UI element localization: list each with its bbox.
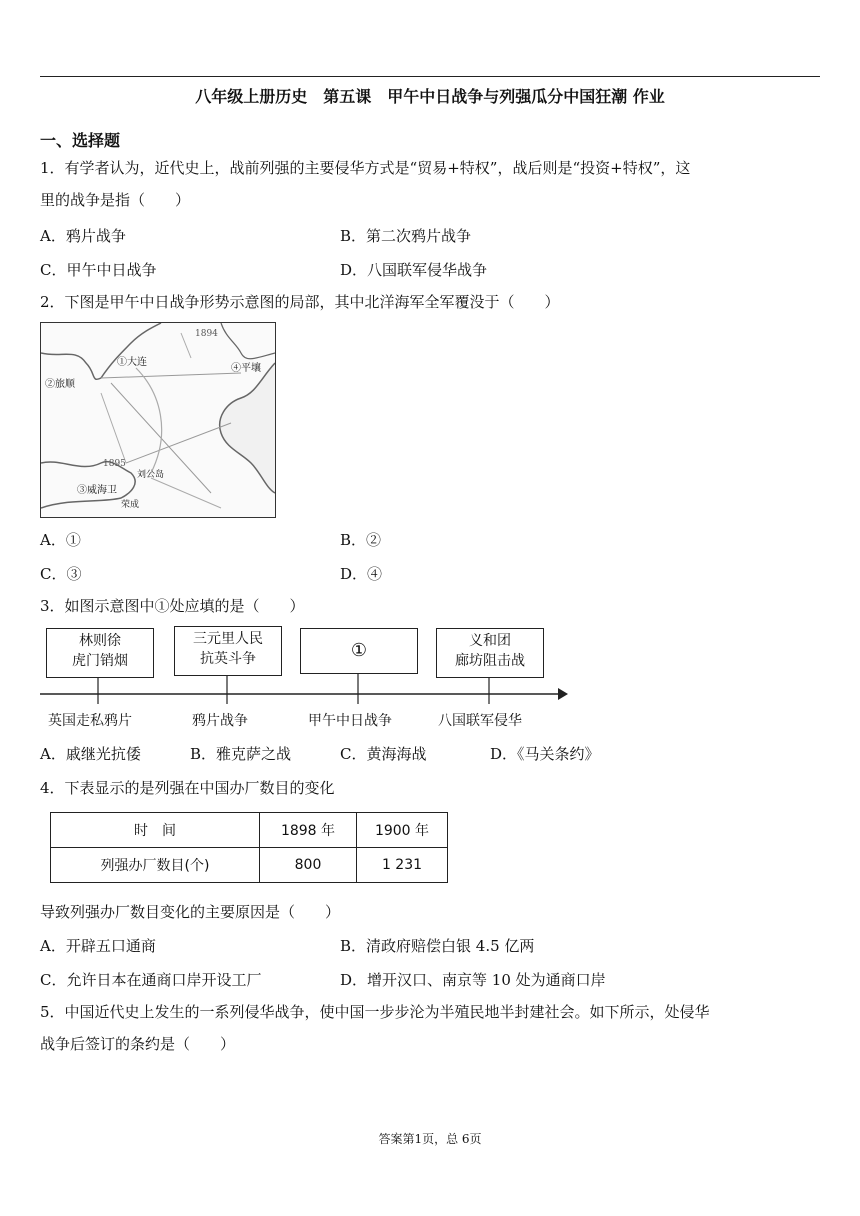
timeline-box-2-line2: 抗英斗争 xyxy=(200,651,256,667)
q3-option-a[interactable]: A．戚继光抗倭 xyxy=(40,745,141,763)
timeline-label-4: 八国联军侵华 xyxy=(438,713,522,729)
q1-option-b[interactable]: B．第二次鸦片战争 xyxy=(340,227,472,245)
q3-option-b[interactable]: B．雅克萨之战 xyxy=(190,745,292,763)
table-header-1898: 1898 年 xyxy=(260,813,357,848)
question-3-stem: 3．如图示意图中①处应填的是（ ） xyxy=(40,597,305,615)
map-label-pyongyang: ④平壤 xyxy=(231,363,261,374)
map-label-lushun: ②旅顺 xyxy=(45,379,75,390)
q2-option-d[interactable]: D．④ xyxy=(340,565,383,583)
map-label-1894: 1894 xyxy=(195,329,218,339)
q1-option-d[interactable]: D．八国联军侵华战争 xyxy=(340,261,488,279)
q1-option-a[interactable]: A．鸦片战争 xyxy=(40,227,126,245)
timeline-box-4-line2: 廊坊阻击战 xyxy=(455,653,525,669)
q2-option-b[interactable]: B．② xyxy=(340,531,382,549)
question-5-line1: 5．中国近代史上发生的一系列侵华战争，使中国一步步沦为半殖民地半封建社会。如下所示，处侵华 xyxy=(40,1003,710,1021)
question-2-stem: 2．下图是甲午中日战争形势示意图的局部，其中北洋海军全军覆没于（ ） xyxy=(40,293,560,311)
map-label-1895: 1895 xyxy=(103,459,126,469)
table-cell-1900: 1 231 xyxy=(357,848,448,883)
question-1-line2: 里的战争是指（ ） xyxy=(40,191,191,209)
timeline-box-1-line2: 虎门销烟 xyxy=(72,653,128,669)
page-footer: 答案第1页，总 6页 xyxy=(378,1132,482,1146)
q3-option-d[interactable]: D．《马关条约》 xyxy=(490,745,600,763)
factory-table-wrap xyxy=(50,812,448,883)
q3-option-c[interactable]: C．黄海海战 xyxy=(340,745,427,763)
map-label-dalian: ①大连 xyxy=(117,357,147,368)
table-row xyxy=(51,813,448,848)
table-cell-1898: 800 xyxy=(260,848,357,883)
timeline-box-1-line1: 林则徐 xyxy=(79,633,121,649)
timeline-label-2: 鸦片战争 xyxy=(192,713,248,729)
factory-count-table xyxy=(50,812,448,883)
question-5-stem xyxy=(40,996,820,1060)
sino-japanese-war-map xyxy=(40,322,276,518)
map-label-liugong-island: 刘公岛 xyxy=(137,470,165,480)
table-header-time: 时 间 xyxy=(51,813,260,848)
timeline-label-3: 甲午中日战争 xyxy=(308,713,392,729)
question-5-line2: 战争后签订的条约是（ ） xyxy=(40,1035,236,1053)
q4-option-b[interactable]: B．清政府赔偿白银 4.5 亿两 xyxy=(340,937,535,955)
question-4-prompt: 导致列强办厂数目变化的主要原因是（ ） xyxy=(40,903,341,921)
question-1-stem xyxy=(40,152,820,216)
map-label-rongcheng: 荣成 xyxy=(121,500,140,510)
timeline-diagram xyxy=(40,624,570,734)
header-rule xyxy=(40,76,820,77)
question-4-stem: 4．下表显示的是列强在中国办厂数目的变化 xyxy=(40,779,335,797)
q2-option-a[interactable]: A．① xyxy=(40,531,81,549)
timeline-blank-marker: ① xyxy=(350,640,368,661)
table-row xyxy=(51,848,448,883)
timeline-box-4-line1: 义和团 xyxy=(469,633,511,649)
table-cell-row-label: 列强办厂数目(个) xyxy=(51,848,260,883)
q2-option-c[interactable]: C．③ xyxy=(40,565,82,583)
q4-option-a[interactable]: A．开辟五口通商 xyxy=(40,937,156,955)
q4-option-d[interactable]: D．增开汉口、南京等 10 处为通商口岸 xyxy=(340,971,606,989)
question-1-line1: 1．有学者认为，近代史上，战前列强的主要侵华方式是“贸易+特权”，战后则是“投资+特权”，这 xyxy=(40,159,691,177)
page-title: 八年级上册历史 第五课 甲午中日战争与列强瓜分中国狂潮 作业 xyxy=(195,87,665,106)
timeline-box-2-line1: 三元里人民 xyxy=(193,631,263,647)
q4-option-c[interactable]: C．允许日本在通商口岸开设工厂 xyxy=(40,971,262,989)
section-title: 一、选择题 xyxy=(40,131,121,150)
q1-option-c[interactable]: C．甲午中日战争 xyxy=(40,261,157,279)
map-label-weihaiwei: ③威海卫 xyxy=(77,485,117,496)
table-header-1900: 1900 年 xyxy=(357,813,448,848)
timeline-label-1: 英国走私鸦片 xyxy=(48,713,132,729)
